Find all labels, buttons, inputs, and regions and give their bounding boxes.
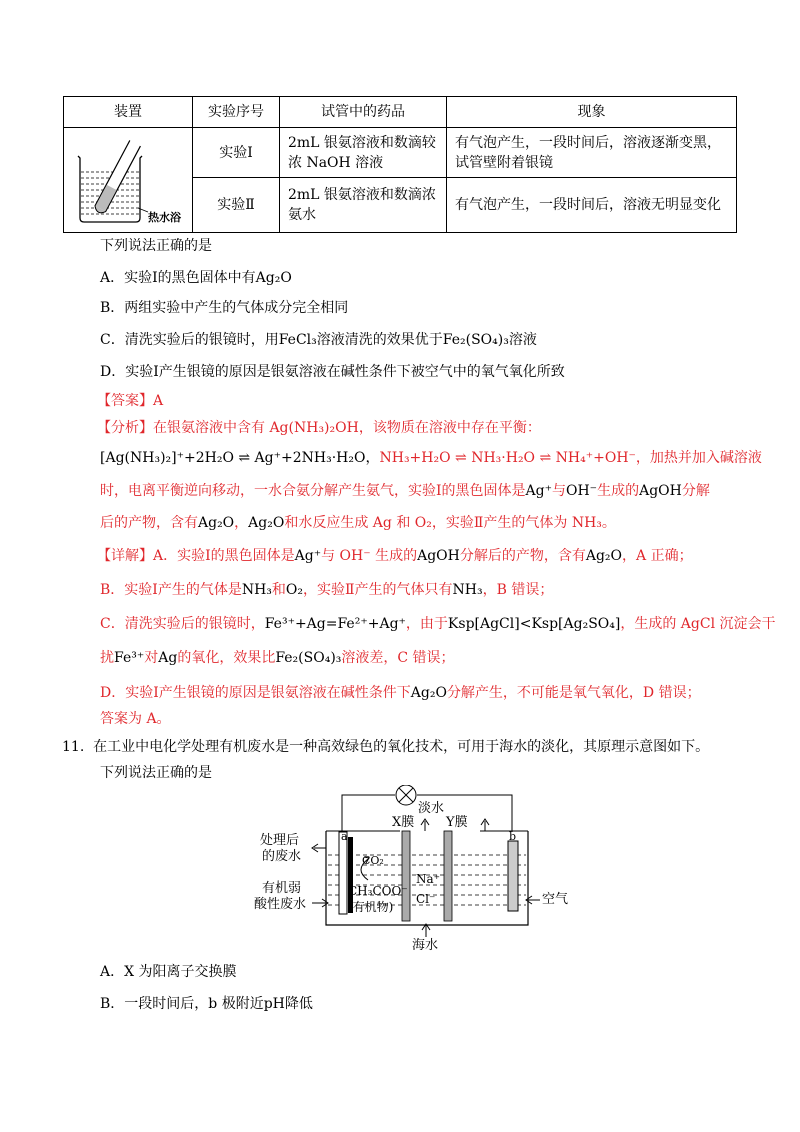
detail-text: 溶液差，C 错误； (341, 650, 455, 666)
formula: Ag₂O (248, 515, 285, 531)
detail-text: ，实验Ⅱ产生的气体只有 (303, 582, 453, 598)
formula: Ag₂O (585, 548, 623, 564)
formula: pH (263, 996, 285, 1012)
organic-wastewater-label-2: 酸性废水 (254, 897, 307, 912)
analysis-text: 生成的 (597, 483, 640, 499)
detail-text: C．清洗实验后的银镜时， (100, 616, 265, 632)
answer: 【答案】A (97, 393, 164, 409)
treated-water-label-2: 的废水 (262, 849, 302, 864)
q11-option-a: A．X 为阳离子交换膜 (100, 964, 237, 980)
detail-d (100, 683, 701, 703)
analysis-equation (100, 448, 762, 468)
reagents-cell: 2mL 银氨溶液和数滴较浓 NaOH 溶液 (280, 128, 447, 178)
detail-text: ，生成的 AgCl 沉淀会干 (620, 616, 776, 632)
water-bath-label: 热水浴 (148, 211, 181, 224)
detail-a (97, 546, 693, 566)
equation-black: [Ag(NH₃)₂]⁺+2H₂O ⇌ Ag⁺+2NH₃·H₂O， (100, 450, 380, 466)
phenomenon-cell: 有气泡产生，一段时间后，溶液逐渐变黑，试管壁附着银镜 (447, 128, 737, 178)
detail-c (100, 614, 776, 634)
formula: Fe₂(SO₄)₃ (275, 650, 342, 666)
phenomenon-cell: 有气泡产生，一段时间后，溶液无明显变化 (447, 178, 737, 233)
detail-text: 对 (144, 650, 159, 666)
treated-water-label: 处理后 (260, 833, 300, 848)
detail-text: 扰 (100, 650, 114, 666)
y-membrane-label: Y膜 (446, 815, 468, 830)
detail-text: 分解后的产物，含有 (459, 548, 586, 564)
analysis-text: 与 (552, 483, 566, 499)
electrochemical-diagram (240, 785, 580, 955)
option-c-text: 溶液 (508, 332, 537, 348)
q11-option-b (100, 994, 313, 1014)
x-membrane-label: X膜 (392, 815, 415, 830)
formula: Ag⁺ (294, 548, 322, 564)
organic-note-label: (有机物) (348, 900, 394, 914)
question-stem: 在工业中电化学处理有机废水是一种高效绿色的氧化技术，可用于海水的淡化，其原理示意图如下。 (93, 739, 710, 755)
analysis-line-2 (100, 481, 710, 501)
analysis-text: ， (234, 515, 249, 531)
detail-text: D．实验Ⅰ产生银镜的原因是银氨溶液在碱性条件下 (100, 685, 411, 701)
detail-text: 的氧化，效果比 (177, 650, 276, 666)
final-answer: 答案为 A。 (100, 711, 171, 727)
formula: NH₃ (452, 582, 483, 598)
formula: Ag⁺ (525, 483, 552, 499)
option-b-text: B．一段时间后，b 极附近 (100, 996, 264, 1012)
detail-text: 和 (271, 582, 286, 598)
detail-text: 分解产生，不可能是氧气氧化，D 错误； (446, 685, 701, 701)
organic-wastewater-label: 有机弱 (262, 881, 302, 896)
formula: Ag (158, 650, 178, 666)
acetate-label: CH₃COO⁻ (348, 884, 408, 898)
table-header-reagents: 试管中的药品 (280, 97, 447, 128)
table-header-experiment-no: 实验序号 (193, 97, 280, 128)
table-header-apparatus: 装置 (64, 97, 193, 128)
formula: Ag₂O (255, 270, 292, 286)
formula: AgOH (639, 483, 682, 499)
analysis-text: 和水反应生成 Ag 和 O₂，实验Ⅱ产生的气体为 NH₃。 (284, 515, 616, 531)
equation-red: NH₃+H₂O ⇌ NH₃·H₂O ⇌ NH₄⁺+OH⁻，加热并加入碱溶液 (379, 450, 762, 466)
chloride-ion-label: Cl⁻ (416, 892, 436, 906)
detail-b (100, 580, 553, 600)
detail-text: 【详解】A．实验Ⅰ的黑色固体是 (97, 548, 295, 564)
detail-text: ，由于 (405, 616, 448, 632)
co2-label: CO₂ (362, 854, 384, 867)
formula: Fe³⁺+Ag=Fe²⁺+Ag⁺ (264, 616, 406, 632)
question-stem-2: 下列说法正确的是 (100, 765, 212, 781)
formula: AgOH (417, 548, 460, 564)
option-b: B．两组实验中产生的气体成分完全相同 (100, 300, 349, 316)
table-header-phenomenon: 现象 (447, 97, 737, 128)
formula: FeCl₃ (278, 332, 317, 348)
option-b-text: 降低 (284, 996, 313, 1012)
option-c (100, 330, 537, 350)
question-11 (62, 737, 709, 757)
analysis-text: 时，电离平衡逆向移动，一水合氨分解产生氨气，实验Ⅰ的黑色固体是 (100, 483, 526, 499)
option-a (100, 268, 292, 288)
electrode-a-label: a (341, 830, 348, 843)
sodium-ion-label: Na⁺ (416, 872, 440, 886)
formula: Ag₂O (410, 685, 447, 701)
detail-text: B．实验Ⅰ产生的气体是 (100, 582, 242, 598)
analysis-text: 后的产物，含有 (100, 515, 198, 531)
option-d: D．实验Ⅰ产生银镜的原因是银氨溶液在碱性条件下被空气中的氧气氧化所致 (100, 364, 565, 380)
question-stem: 下列说法正确的是 (100, 238, 212, 254)
detail-text: ，A 正确； (622, 548, 693, 564)
detail-text: ，B 错误； (482, 582, 554, 598)
formula: OH⁻ (566, 483, 598, 499)
seawater-label: 海水 (412, 938, 439, 953)
detail-c-cont (100, 648, 455, 668)
option-a-text: A．实验Ⅰ的黑色固体中有 (100, 270, 256, 286)
analysis-text: 分解 (681, 483, 710, 499)
air-label: 空气 (542, 892, 569, 907)
experiment-id: 实验Ⅰ (193, 128, 280, 178)
formula: O₂ (285, 582, 303, 598)
formula: Ksp[AgCl]<Ksp[Ag₂SO₄] (447, 616, 621, 632)
reagents-cell: 2mL 银氨溶液和数滴浓氨水 (280, 178, 447, 233)
fresh-water-label: 淡水 (418, 801, 445, 816)
detail-text: 与 OH⁻ 生成的 (321, 548, 418, 564)
analysis-line-3 (100, 513, 616, 533)
formula: NH₃ (241, 582, 272, 598)
experiment-table (63, 96, 737, 233)
formula: Fe³⁺ (114, 650, 145, 666)
formula: Fe₂(SO₄)₃ (442, 332, 509, 348)
experiment-id: 实验Ⅱ (193, 178, 280, 233)
option-c-text: C．清洗实验后的银镜时，用 (100, 332, 279, 348)
question-number: 11. (62, 739, 85, 755)
cell-schematic-icon (240, 785, 580, 955)
apparatus-cell (64, 128, 193, 233)
electrode-b-label: b (509, 830, 517, 843)
analysis-line-1: 【分析】在银氨溶液中含有 Ag(NH₃)₂OH，该物质在溶液中存在平衡： (97, 420, 541, 436)
formula: Ag₂O (198, 515, 235, 531)
option-c-text: 溶液清洗的效果优于 (316, 332, 443, 348)
